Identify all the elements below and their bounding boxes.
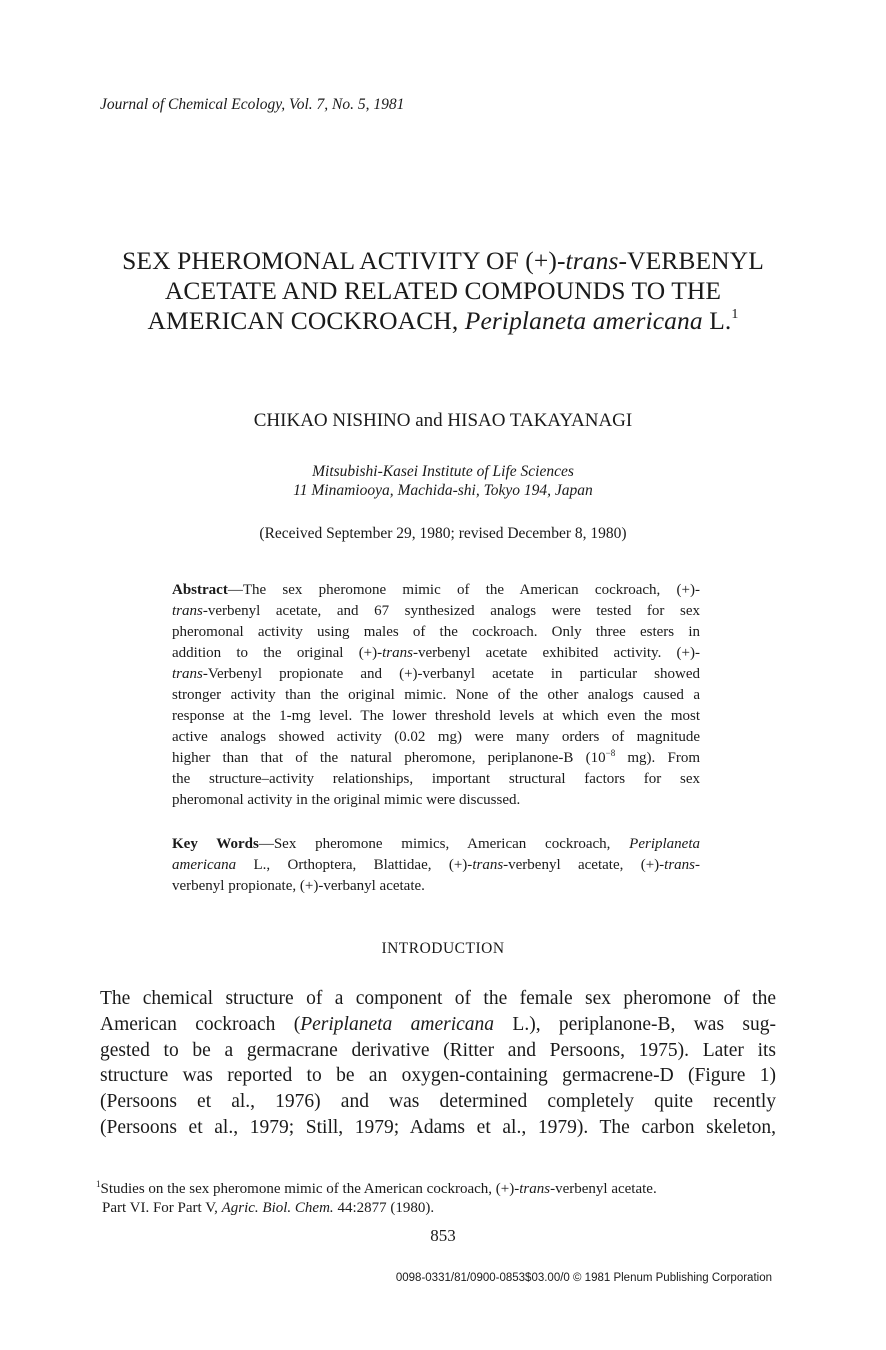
footnote-mark: 1 [96, 1179, 101, 1189]
abstract-line: pheromonal activity using males of the cockroach. Only three esters in [172, 624, 700, 640]
article-title [60, 246, 826, 336]
title-line-3: AMERICAN COCKROACH, Periplaneta americana L.$^1$ [147, 306, 739, 335]
footnote-line: Part VI. For Part V, Agric. Biol. Chem. 44:2877 (1980). [102, 1200, 435, 1216]
abstract-line: the structure–activity relationships, important structural factors for sex [172, 771, 700, 787]
abstract-line: active analogs showed activity (0.02 mg) were many orders of magnitude [172, 729, 700, 745]
abstract-line: response at the 1-mg level. The lower threshold levels at which even the most [172, 708, 700, 724]
title-footnote-mark: 1 [731, 307, 739, 322]
body-line: American cockroach (Periplaneta americana L.), periplanone-B, was sug- [100, 1013, 776, 1035]
page-number: 853 [430, 1226, 456, 1245]
section-heading-introduction: INTRODUCTION [381, 940, 505, 957]
affiliation [60, 462, 826, 500]
body-line: (Persoons et al., 1976) and was determined completely quite recently [100, 1091, 776, 1113]
title-line-2: ACETATE AND RELATED COMPOUNDS TO THE [164, 276, 722, 305]
abstract-line: addition to the original (+)-trans-verbenyl acetate exhibited activity. (+)- [172, 645, 700, 661]
affiliation-line-1: Mitsubishi-Kasei Institute of Life Sciences [312, 463, 574, 480]
body-line: gested to be a germacrane derivative (Ritter and Persoons, 1975). Later its [100, 1039, 776, 1061]
abstract-line: Abstract—The sex pheromone mimic of the American cockroach, (+)- [172, 582, 700, 598]
keywords-line: Key Words—Sex pheromone mimics, American cockroach, Periplaneta [172, 836, 700, 852]
abstract-label: Abstract [172, 582, 228, 598]
keywords-line: verbenyl propionate, (+)-verbanyl acetate. [172, 878, 425, 894]
copyright-line: 0098-0331/81/0900-0853$03.00/0 © 1981 Plenum Publishing Corporation [395, 1272, 772, 1284]
keywords-line: americana L., Orthoptera, Blattidae, (+)-trans-verbenyl acetate, (+)-trans- [172, 857, 700, 873]
body-line: (Persoons et al., 1979; Still, 1979; Adams et al., 1979). The carbon skeleton, [100, 1116, 776, 1138]
footnote [96, 1180, 776, 1218]
abstract-line: stronger activity than the original mimic. None of the other analogs caused a [172, 687, 700, 703]
body-line: The chemical structure of a component of the female sex pheromone of the [100, 988, 776, 1009]
key-words [172, 834, 700, 897]
abstract-line: higher than that of the natural pheromone, periplanone-B ($10^{-8}$ mg). From [172, 748, 700, 766]
affiliation-line-2: 11 Minamiooya, Machida-shi, Tokyo 194, Japan [293, 482, 593, 499]
journal-header: Journal of Chemical Ecology, Vol. 7, No. 5, 1981 [100, 96, 405, 113]
introduction-paragraph [100, 986, 776, 1141]
footnote-line: $^1$Studies on the sex pheromone mimic of the American cockroach, (+)-trans-verbenyl acetate. [96, 1179, 657, 1197]
abstract [172, 580, 700, 811]
keywords-label: Key Words [172, 836, 259, 852]
abstract-line: trans-Verbenyl propionate and (+)-verbanyl acetate in particular showed [172, 666, 700, 682]
abstract-line: pheromonal activity in the original mimic were discussed. [172, 792, 521, 808]
authors: CHIKAO NISHINO and HISAO TAKAYANAGI [253, 410, 633, 431]
body-line: structure was reported to be an oxygen-containing germacrene-D (Figure 1) [100, 1065, 776, 1087]
title-line-1: SEX PHEROMONAL ACTIVITY OF (+)-trans-VERBENYL [122, 246, 764, 275]
received-dates: (Received September 29, 1980; revised December 8, 1980) [259, 525, 627, 542]
abstract-line: trans-verbenyl acetate, and 67 synthesized analogs were tested for sex [172, 603, 700, 619]
